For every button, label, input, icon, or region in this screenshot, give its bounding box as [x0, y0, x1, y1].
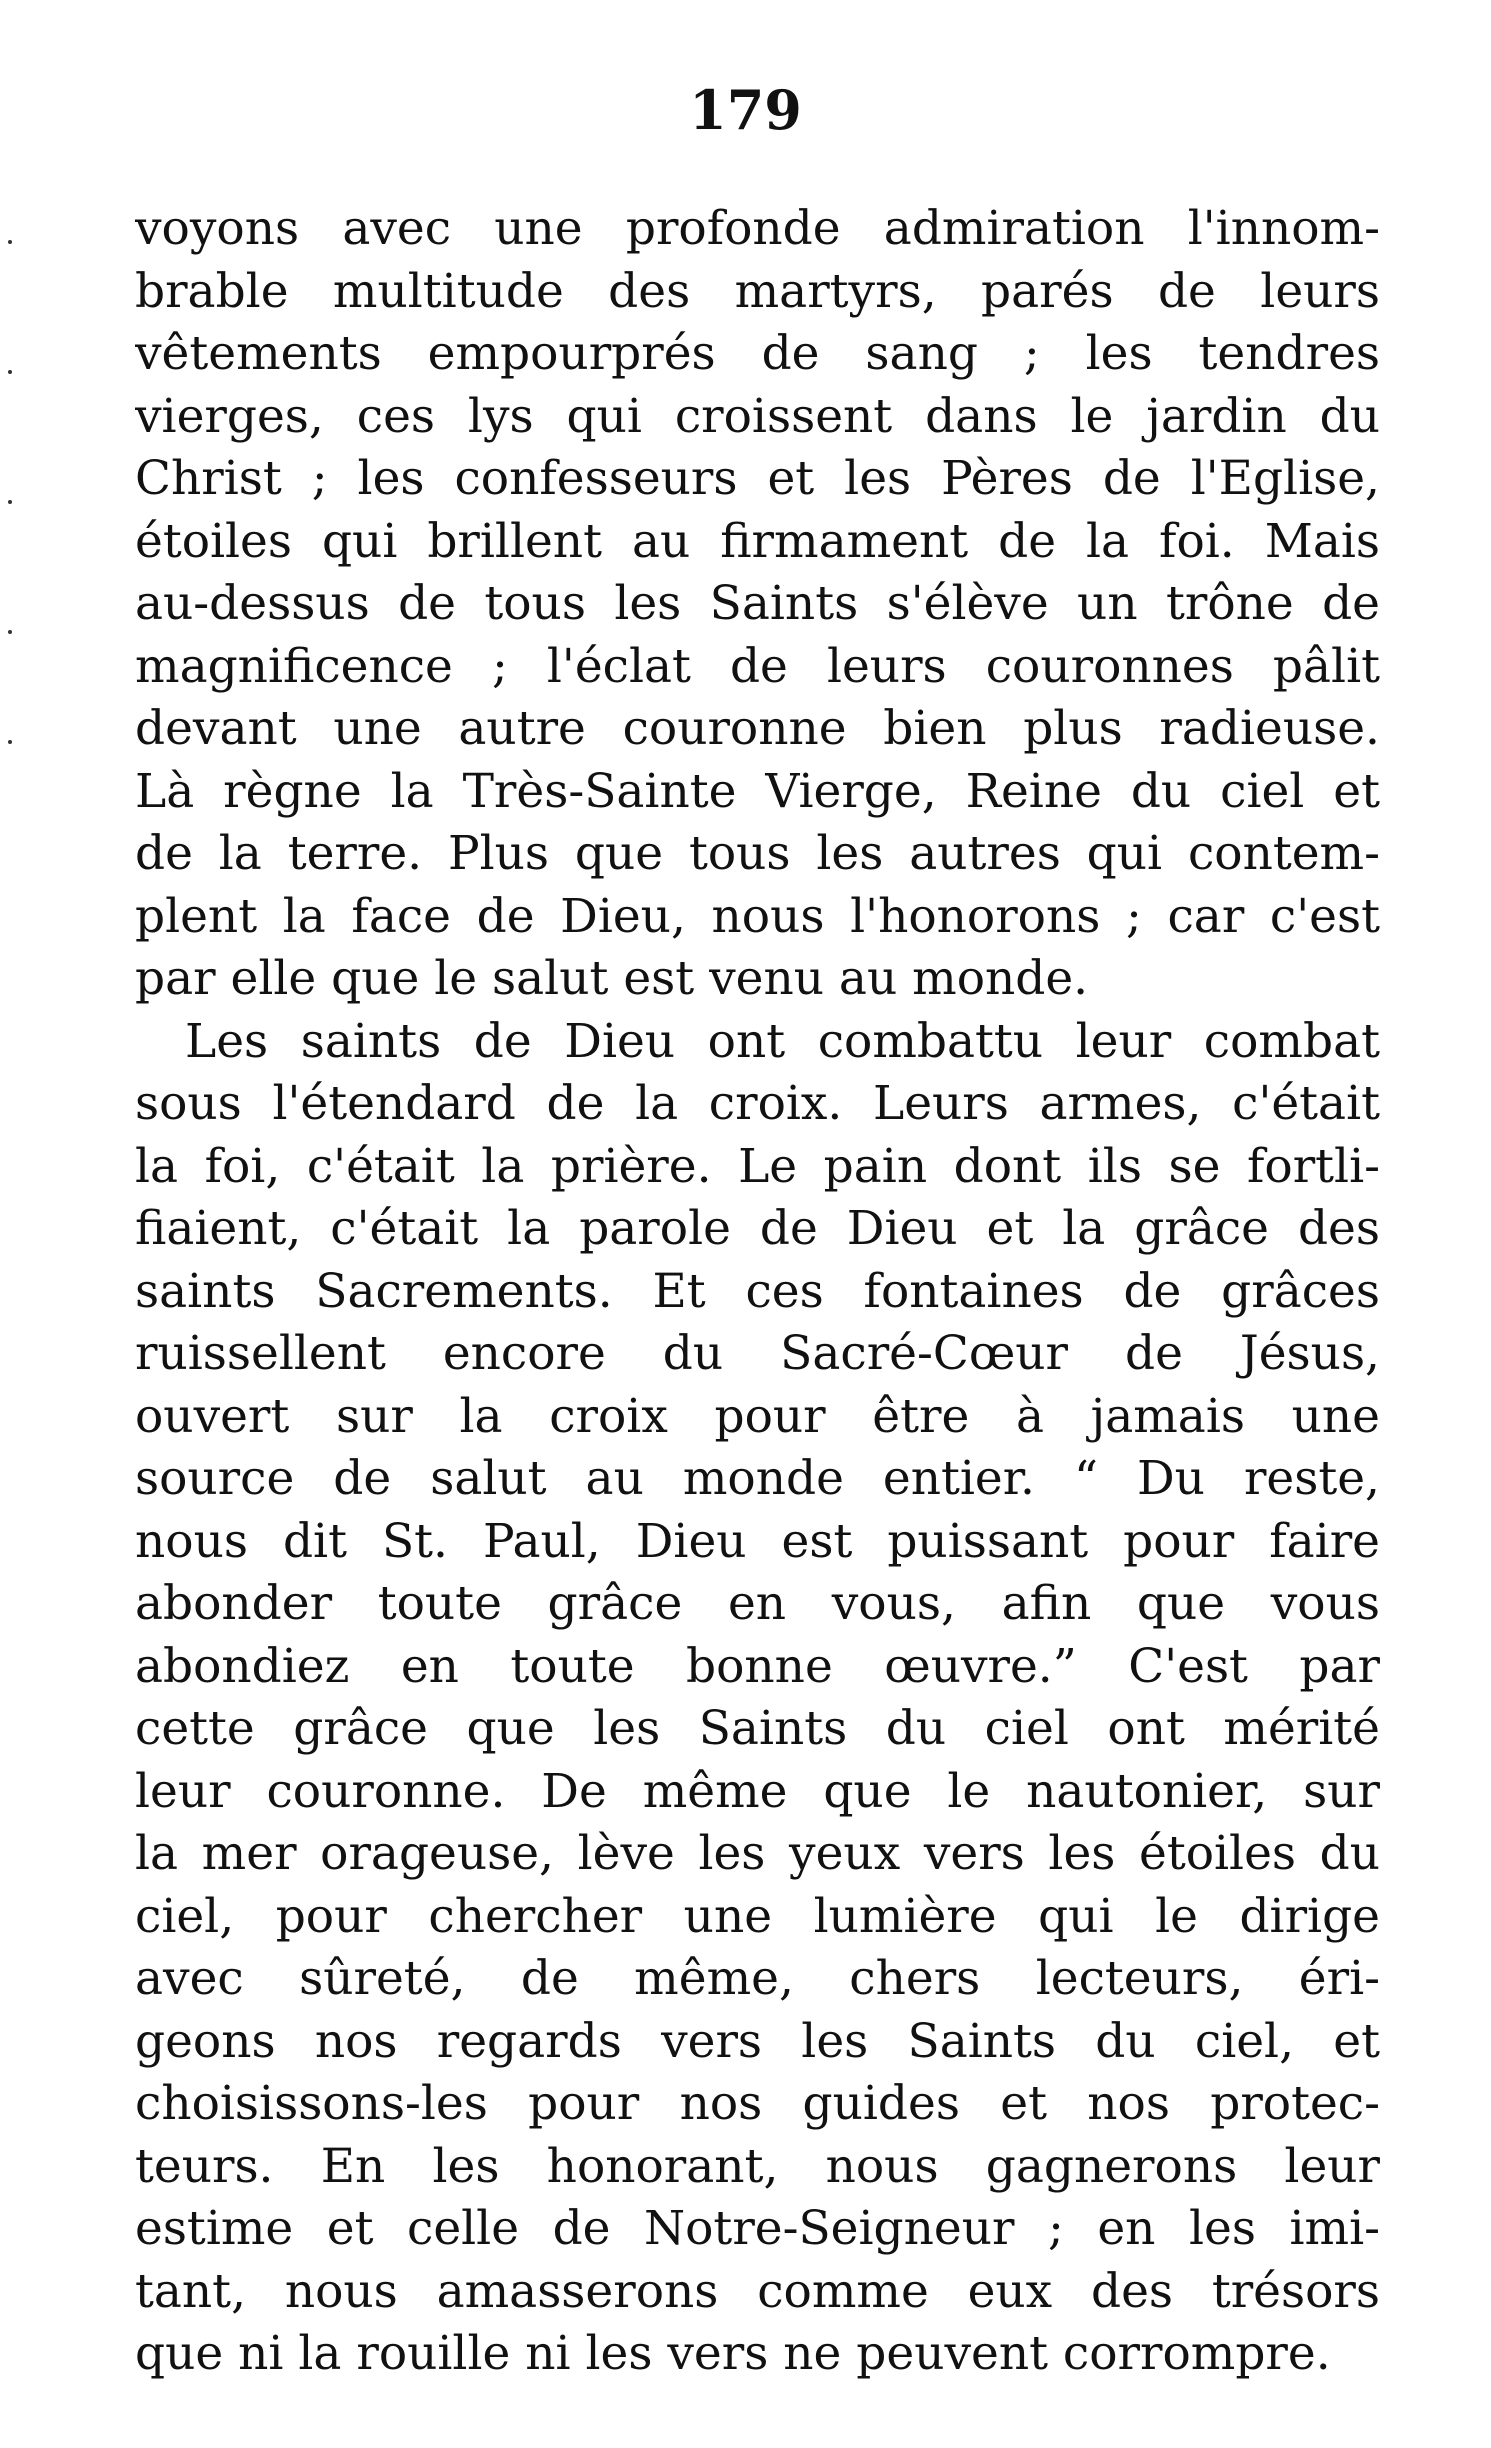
text-line: que ni la rouille ni les vers ne peuvent corrompre. — [135, 2326, 1331, 2381]
text-line: la foi, c'était la prière. Le pain dont ils se fortli- — [135, 1138, 1380, 1194]
text-line: abonder toute grâce en vous, afin que vous — [135, 1576, 1380, 1631]
text-line: nous dit St. Paul, Dieu est puissant pour faire — [135, 1513, 1380, 1569]
text-line: geons nos regards vers les Saints du ciel, et — [135, 2013, 1380, 2069]
text-line: magnificence ; l'éclat de leurs couronnes pâlit — [135, 638, 1380, 694]
text-line: étoiles qui brillent au firmament de la foi. Mais — [135, 513, 1380, 569]
text-line: sous l'étendard de la croix. Leurs armes, c'était — [135, 1076, 1380, 1131]
text-line: leur couronne. De même que le nautonier, sur — [135, 1763, 1380, 1819]
text-line: vierges, ces lys qui croissent dans le jardin du — [135, 388, 1380, 444]
text-line: abondiez en toute bonne œuvre.” C'est par — [135, 1638, 1380, 1694]
text-line: ruissellent encore du Sacré-Cœur de Jésus, — [135, 1326, 1380, 1381]
text-line: la mer orageuse, lève les yeux vers les étoiles du — [135, 1826, 1380, 1881]
text-line: estime et celle de Notre-Seigneur ; en les imi- — [135, 2201, 1380, 2256]
text-line: plent la face de Dieu, nous l'honorons ; car c'est — [135, 888, 1380, 944]
text-line: ciel, pour chercher une lumière qui le dirige — [135, 1888, 1380, 1944]
text-line: par elle que le salut est venu au monde. — [135, 951, 1089, 1006]
text-line: source de salut au monde entier. “ Du reste, — [135, 1451, 1380, 1506]
body-text — [135, 198, 1380, 2386]
paragraph — [135, 198, 1380, 1011]
text-line: au-dessus de tous les Saints s'élève un trône de — [135, 576, 1380, 631]
text-line: fiaient, c'était la parole de Dieu et la grâce des — [135, 1201, 1380, 1256]
text-line: vêtements empourprés de sang ; les tendres — [135, 326, 1380, 381]
paragraph — [135, 1011, 1380, 2386]
text-line: cette grâce que les Saints du ciel ont mérité — [135, 1701, 1380, 1756]
text-line: Les saints de Dieu ont combattu leur combat — [185, 1013, 1380, 1069]
text-line: saints Sacrements. Et ces fontaines de grâces — [135, 1263, 1380, 1319]
page-number: 179 — [689, 78, 802, 142]
text-line: de la terre. Plus que tous les autres qui contem- — [135, 826, 1380, 881]
text-line: brable multitude des martyrs, parés de leurs — [135, 263, 1380, 319]
text-line: voyons avec une profonde admiration l'innom- — [135, 201, 1380, 256]
text-line: tant, nous amasserons comme eux des trésors — [135, 2263, 1380, 2319]
text-line: ouvert sur la croix pour être à jamais une — [135, 1388, 1380, 1444]
text-line: Là règne la Très-Sainte Vierge, Reine du ciel et — [135, 763, 1380, 819]
text-line: choisissons-les pour nos guides et nos protec- — [135, 2076, 1380, 2131]
text-line: devant une autre couronne bien plus radieuse. — [135, 701, 1380, 756]
text-line: avec sûreté, de même, chers lecteurs, éri- — [135, 1951, 1380, 2006]
text-line: Christ ; les confesseurs et les Pères de l'Eglise, — [135, 451, 1380, 506]
margin-marks — [8, 240, 18, 760]
text-line: teurs. En les honorant, nous gagnerons leur — [135, 2138, 1380, 2194]
